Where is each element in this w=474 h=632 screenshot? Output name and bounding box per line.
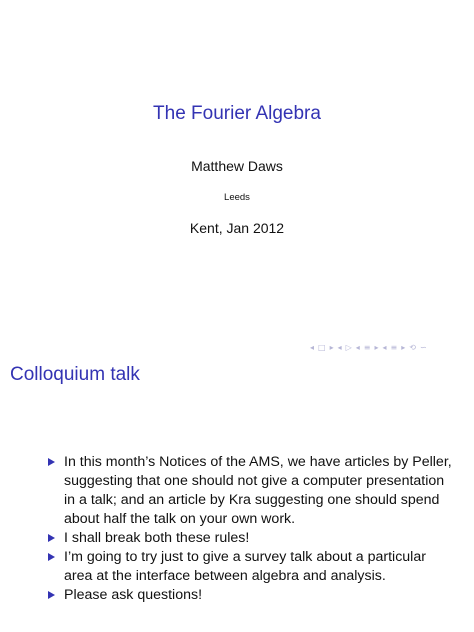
list-item: [48, 586, 458, 605]
frame-title: Colloquium talk: [10, 364, 140, 385]
nav-subsection-next-icon[interactable]: ▸: [401, 343, 406, 352]
nav-section-icon[interactable]: ≡: [363, 343, 371, 352]
nav-section-next-icon[interactable]: ▸: [374, 343, 379, 352]
bullet-list: [48, 453, 458, 605]
bullet-triangle-icon: [48, 458, 55, 466]
nav-section-prev-icon[interactable]: ◂: [355, 343, 360, 352]
nav-subsection-icon[interactable]: ≡: [390, 343, 398, 352]
nav-prev-frame-icon[interactable]: ◂: [337, 343, 342, 352]
nav-frame-icon[interactable]: □: [318, 343, 326, 352]
content-slide: [0, 356, 474, 632]
nav-next-icon[interactable]: ▸: [329, 343, 334, 352]
nav-search-icon[interactable]: ∽: [419, 343, 427, 352]
nav-subsection-prev-icon[interactable]: ◂: [382, 343, 387, 352]
bullet-text: In this month’s Notices of the AMS, we have articles by Peller, suggesting that one should not give a computer presentation in a talk; and an article by Kra suggesting one should spend about half the talk on your own work.: [64, 454, 452, 527]
bullet-triangle-icon: [48, 591, 55, 599]
talk-date: Kent, Jan 2012: [189, 220, 285, 236]
bullet-triangle-icon: [48, 534, 55, 542]
list-item: [48, 548, 458, 586]
bullet-text: Please ask questions!: [64, 587, 203, 603]
beamer-nav-bar: [310, 342, 427, 354]
bullet-triangle-icon: [48, 553, 55, 561]
institution: Leeds: [224, 192, 250, 203]
bullet-text: I shall break both these rules!: [64, 530, 250, 546]
slide-title: The Fourier Algebra: [153, 103, 321, 124]
nav-first-icon[interactable]: ◂: [310, 343, 315, 352]
author-name: Matthew Daws: [191, 158, 283, 174]
list-item: [48, 453, 458, 529]
list-item: [48, 529, 458, 548]
bullet-text: I’m going to try just to give a survey talk about a particular area at the interface between algebra and analysis.: [64, 549, 426, 584]
nav-frame-2-icon[interactable]: ▷: [345, 343, 352, 352]
nav-back-icon[interactable]: ⟲: [409, 343, 416, 352]
